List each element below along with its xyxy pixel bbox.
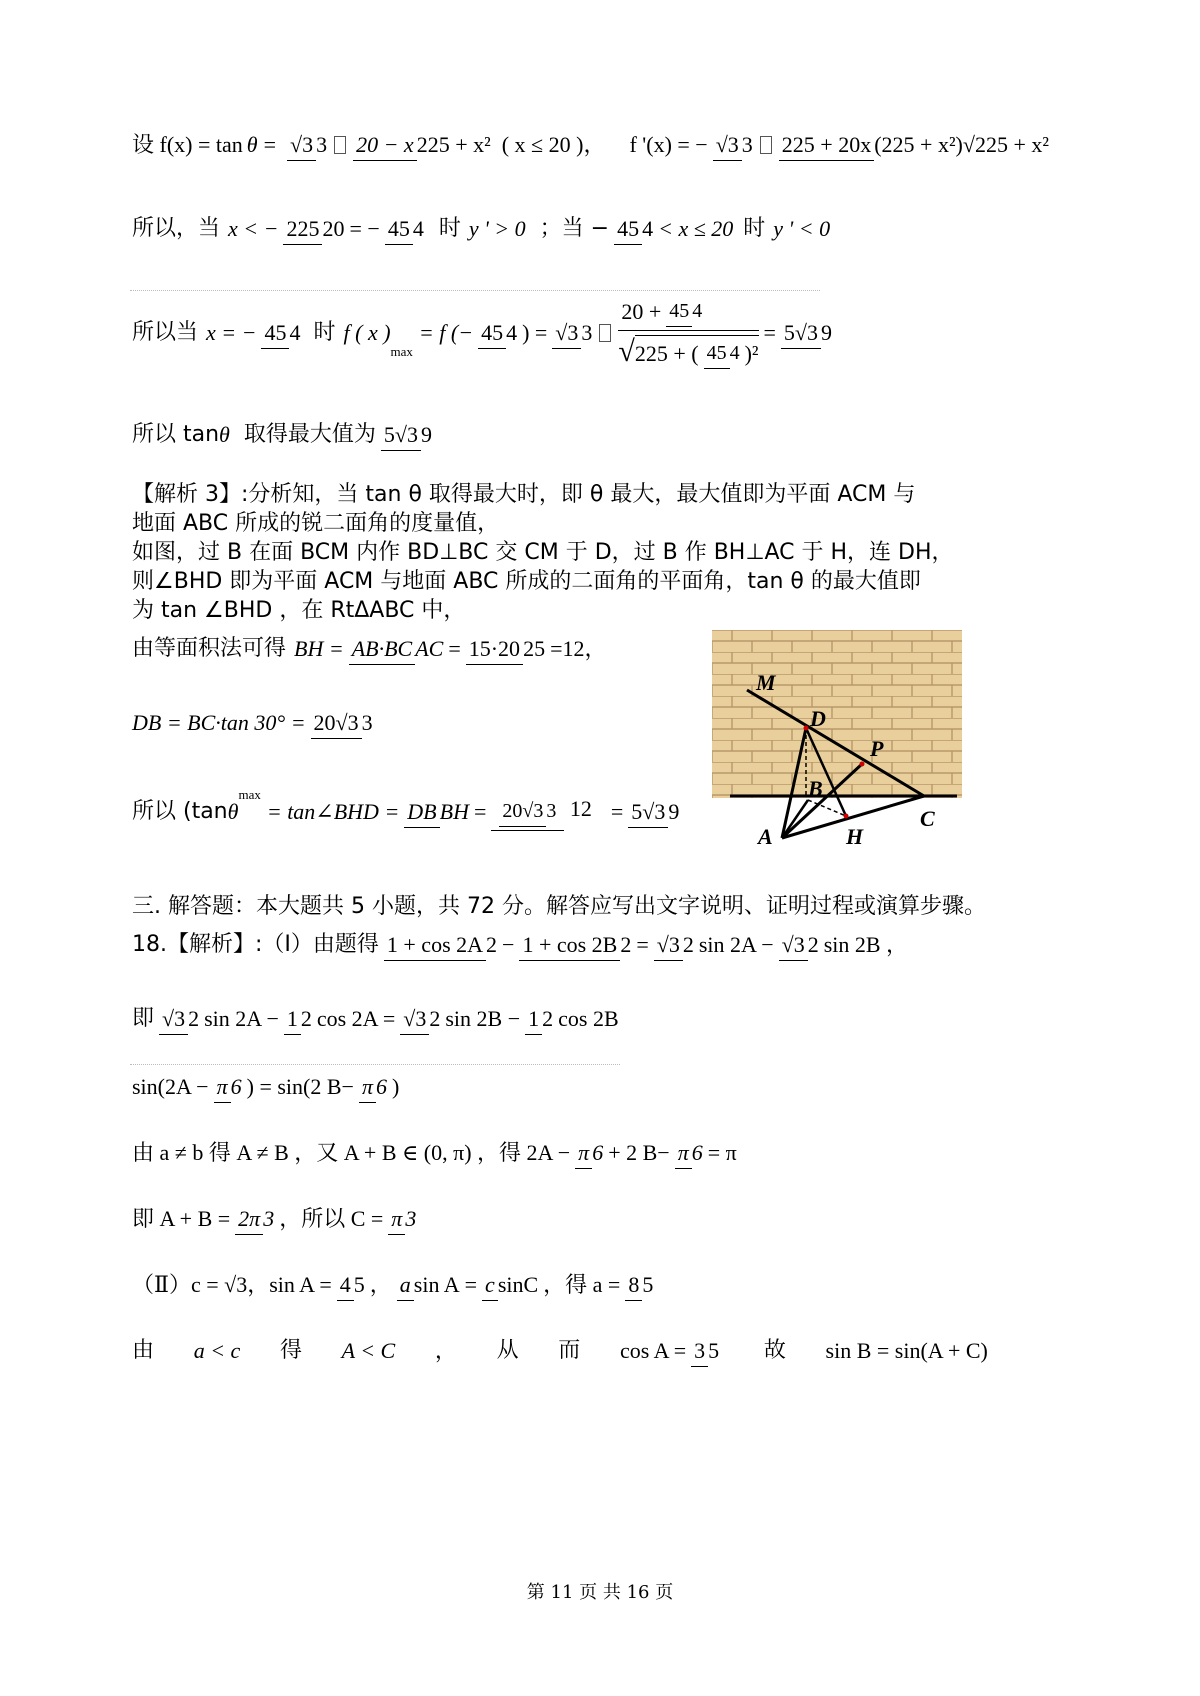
complex-fraction: 20√3 3 12 xyxy=(491,792,591,830)
line-bh: 由等面积法可得 BH = AB·BC AC = 15·20 25 =12， xyxy=(132,632,606,665)
line-tan-result: 所以 (tan θ max = tan∠BHD = DB BH = 20√3 3 12 = 5√3 9 xyxy=(132,788,684,835)
fraction: DB BH xyxy=(404,795,469,828)
label-c: C xyxy=(920,806,935,831)
fraction: √3 2 xyxy=(400,1002,440,1035)
brick-wall xyxy=(712,630,962,798)
text: 设 f(x) = tan xyxy=(132,131,243,157)
fraction: AB·BC AC xyxy=(349,632,444,665)
line-fx-definition xyxy=(132,128,1054,161)
fraction: 5√3 9 xyxy=(628,795,679,828)
line-db: DB = BC·tan 30° = 20√3 3 xyxy=(132,706,378,739)
complex-fraction: 20 + 45 4 √ 225 + ( 45 4 )² xyxy=(618,296,758,370)
fraction: 5√3 9 xyxy=(381,418,432,451)
para3-line3: 如图，过 B 在面 BCM 内作 BD⊥BC 交 CM 于 D，过 B 作 BH⊥AC 于 H，连 DH， xyxy=(132,540,954,565)
fraction: 3 5 xyxy=(691,1334,719,1367)
fraction: 45 4 xyxy=(385,212,424,245)
fraction: √3 2 xyxy=(779,928,819,961)
fraction: π 6 xyxy=(675,1136,703,1169)
geometry-figure xyxy=(712,630,962,848)
para3-line1: 【解析 3】:分析知，当 tan θ 取得最大时，即 θ 最大，最大值即为平面 ACM 与 xyxy=(132,482,916,507)
fraction: c sinC xyxy=(482,1268,538,1301)
placeholder-box xyxy=(334,136,346,154)
fraction: 1 2 xyxy=(284,1002,312,1035)
fraction: 15·20 25 xyxy=(466,632,545,665)
fraction: 1 2 xyxy=(525,1002,553,1035)
fraction: √3 2 xyxy=(654,928,694,961)
para3-line5: 为 tan ∠BHD ，在 RtΔABC 中， xyxy=(132,598,466,623)
fraction: 20 − x 225 + x² xyxy=(353,128,491,161)
q18-line1: 18.【解析】:（Ⅰ）由题得 1 + cos 2A 2 − 1 + cos 2B 2 = √3 2 sin 2A − √3 2 sin 2B ， xyxy=(132,928,908,961)
q18-line5: 即 A + B = 2π 3 ，所以 C = π 3 xyxy=(132,1202,421,1235)
fraction: √3 3 xyxy=(287,128,327,161)
fraction: 4 5 xyxy=(337,1268,365,1301)
fraction: π 6 xyxy=(359,1070,387,1103)
text: = xyxy=(263,131,276,157)
fraction: π 6 xyxy=(214,1070,242,1103)
theta: θ xyxy=(246,131,258,157)
fraction: π 3 xyxy=(388,1202,416,1235)
text: f '(x) = − xyxy=(629,131,708,157)
point-h xyxy=(844,814,849,819)
fraction: 1 + cos 2B 2 xyxy=(519,928,631,961)
divider xyxy=(130,1064,620,1065)
label-d: D xyxy=(810,706,826,731)
line-sign-analysis: 所以，当 x < − 225 20 = − 45 4 时 y ' > 0 ；当 − 45 4 < x ≤ 20 时 y ' < 0 xyxy=(132,212,830,245)
para3-line4: 则∠BHD 即为平面 ACM 与地面 ABC 所成的二面角的平面角，tan θ 的最大值即 xyxy=(132,569,921,594)
section3-heading: 三. 解答题：本大题共 5 小题，共 72 分。解答应写出文字说明、证明过程或演算步骤。 xyxy=(132,894,986,919)
fraction: √3 2 xyxy=(159,1002,199,1035)
label-m: M xyxy=(756,670,776,695)
divider xyxy=(130,290,820,291)
point-p xyxy=(860,762,865,767)
label-p: P xyxy=(870,736,884,761)
q18-line7: 由 a < c 得 A < C ， 从 而 cos A = 3 5 故 sin B = sin(A + C) xyxy=(132,1334,988,1367)
para3-line2: 地面 ABC 所成的锐二面角的度量值， xyxy=(132,511,500,536)
fraction: 45 4 xyxy=(478,316,517,349)
placeholder-box xyxy=(599,324,611,342)
fraction: 45 4 xyxy=(261,316,300,349)
q18-line3: sin(2A − π 6 ) = sin(2 B− π 6 ) xyxy=(132,1070,399,1103)
q18-line2: 即 √3 2 sin 2A − 1 2 cos 2A = √3 2 sin 2B − 1 2 cos 2B xyxy=(132,1002,619,1035)
fraction: 225 + 20x (225 + x²)√225 + x² xyxy=(779,128,1049,161)
fraction: 1 + cos 2A 2 xyxy=(384,928,497,961)
fraction: 225 20 xyxy=(283,212,344,245)
placeholder-box xyxy=(760,136,772,154)
q18-line6: （Ⅱ）c = √3，sin A = 4 5 ， a sin A = c sinC ，得 a = 8 5 xyxy=(132,1268,658,1301)
point-d xyxy=(804,726,809,731)
fraction: a sin A xyxy=(397,1268,460,1301)
line-tan-max: 所以 tan θ 取得最大值为 5√3 9 xyxy=(132,418,437,451)
fraction: 8 5 xyxy=(625,1268,653,1301)
label-b: B xyxy=(808,776,823,801)
line-fx-max: 所以当 x = − 45 4 时 f ( x ) max = f (− 45 4 ) = √3 3 20 + 45 4 √ 225 + ( 45 4 )² = 5√3 9 xyxy=(132,296,837,370)
label-h: H xyxy=(846,824,864,848)
fraction: √3 3 xyxy=(552,316,592,349)
fraction: √3 3 xyxy=(713,128,753,161)
page-footer: 第 11 页 共 16 页 xyxy=(526,1582,674,1603)
fraction: 20√3 3 xyxy=(311,706,373,739)
label-a: A xyxy=(758,824,773,848)
fraction: 45 4 xyxy=(614,212,653,245)
fraction: π 6 xyxy=(575,1136,603,1169)
text: ( x ≤ 20 )， xyxy=(501,131,606,157)
fraction: 2π 3 xyxy=(235,1202,274,1235)
fraction: 5√3 9 xyxy=(781,316,832,349)
q18-line4: 由 a ≠ b 得 A ≠ B ，又 A + B ∈ (0, π) ，得 2A − π 6 + 2 B− π 6 = π xyxy=(132,1136,737,1169)
